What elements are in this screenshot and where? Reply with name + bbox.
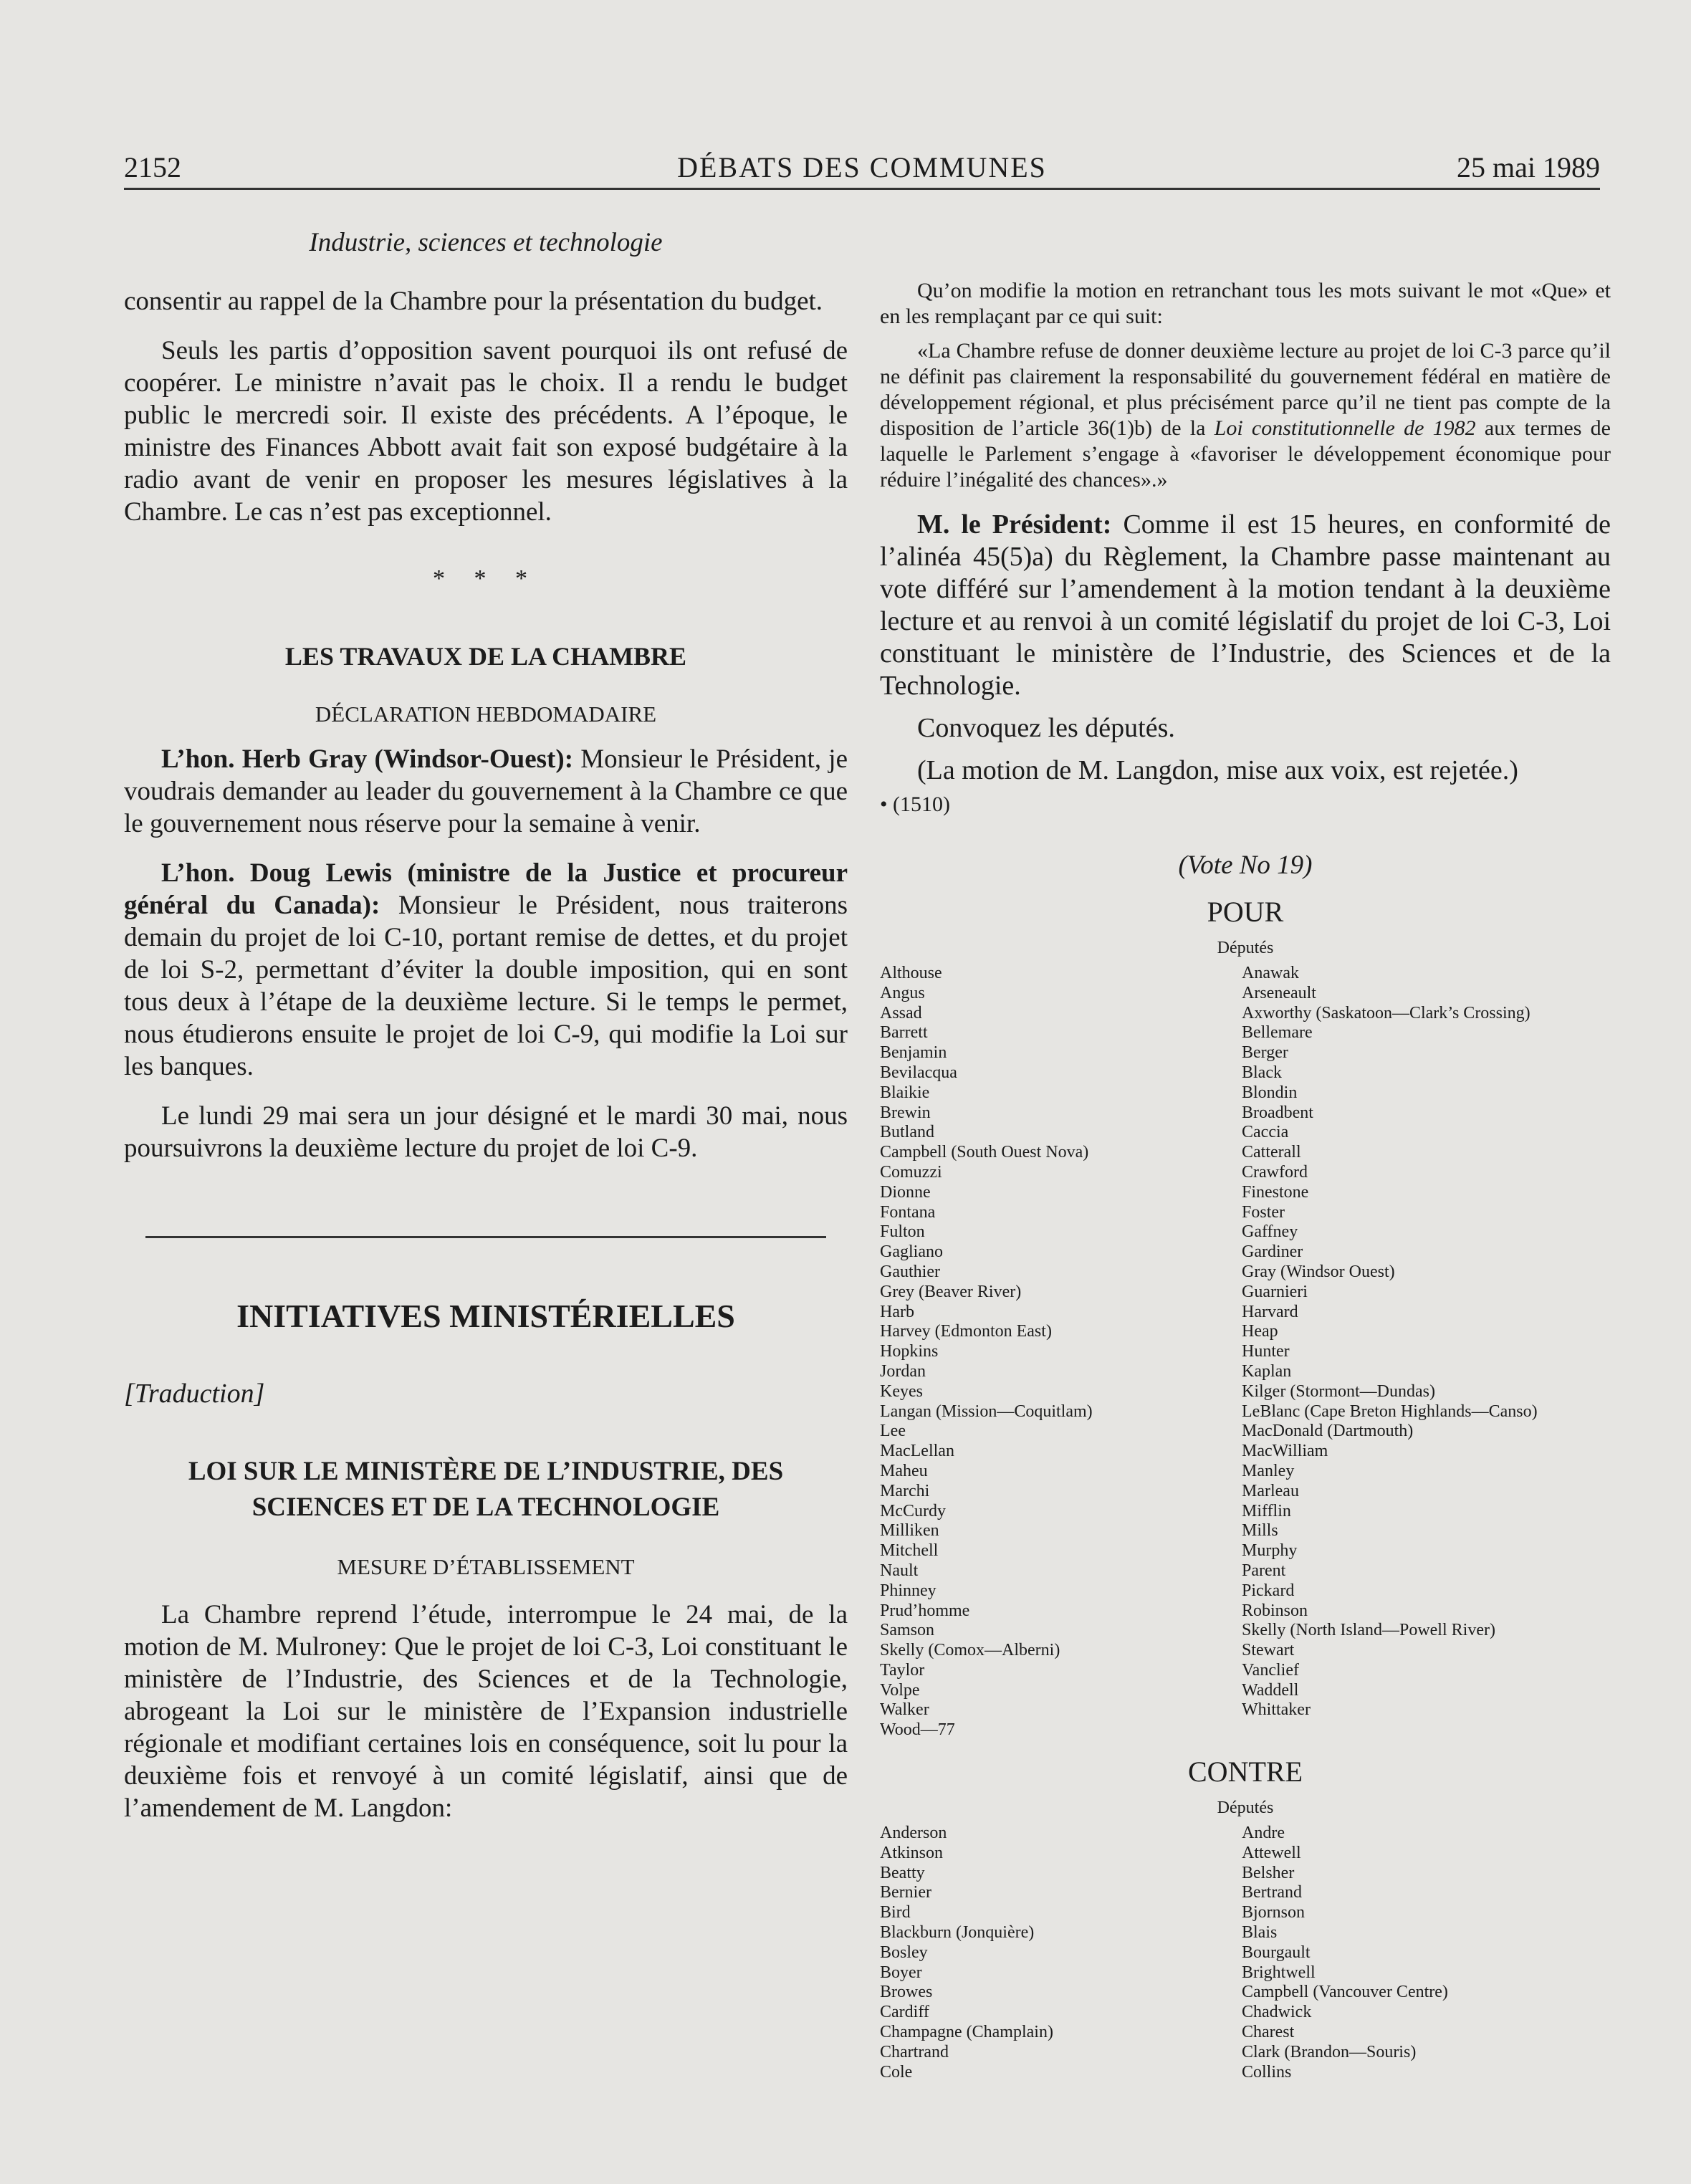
deputy-name: Walker (880, 1700, 929, 1720)
deputy-name: Stewart (1242, 1641, 1295, 1660)
speech-president (880, 509, 1611, 702)
deputy-name: Dionne (880, 1182, 931, 1202)
deputy-name: Fontana (880, 1202, 936, 1222)
amendment-intro: Qu’on modifie la motion en retranchant tous les mots suivant le mot «Que» et en les remplaçant par ce qui suit: (880, 279, 1611, 328)
deputy-name: MacDonald (Dartmouth) (1242, 1422, 1414, 1441)
pour-heading: POUR (1207, 896, 1284, 928)
deputy-name: Bjornson (1242, 1903, 1306, 1922)
deputy-name: Anawak (1242, 964, 1299, 982)
deputy-name: Caccia (1242, 1123, 1289, 1142)
bill-subtitle: MESURE D’ÉTABLISSEMENT (337, 1554, 635, 1579)
deputy-name: Skelly (North Island—Powell River) (1242, 1621, 1495, 1640)
traduction-label: [Traduction] (124, 1379, 265, 1409)
deputy-name: Berger (1242, 1043, 1288, 1063)
running-head: Industrie, sciences et technologie (309, 228, 663, 257)
deputy-name: Harvey (Edmonton East) (880, 1322, 1052, 1341)
deputy-name: Taylor (880, 1660, 925, 1680)
deputy-name: Bertrand (1242, 1883, 1302, 1902)
major-section-title: INITIATIVES MINISTÉRIELLES (236, 1298, 735, 1334)
deputy-name: Parent (1242, 1561, 1286, 1580)
deputy-name: Althouse (880, 964, 942, 982)
deputy-name: Volpe (880, 1680, 920, 1700)
deputy-name: MacWilliam (1242, 1442, 1328, 1461)
deputy-name: Manley (1242, 1461, 1295, 1480)
speaker-president: M. le Président: (917, 509, 1112, 540)
header-rule (124, 188, 1600, 190)
deputy-name: Murphy (1242, 1541, 1298, 1561)
deputy-name: Grey (Beaver River) (880, 1282, 1022, 1301)
deputy-name: Gray (Windsor Ouest) (1242, 1262, 1395, 1281)
deputy-name: Blais (1242, 1923, 1278, 1943)
amendment-quote-b: aux termes de laquelle le Parlement s’engage à «favoriser le développement économique pour réduire l’inégalité des chances».» (880, 416, 1611, 492)
speech-president-text: Comme il est 15 heures, en conformité de l’alinéa 45(5)a) du Règlement, la Chambre passe maintenant au vote différé sur l’amendement à la motion tendant à la deuxième lecture et au renvoi à un comité législatif du projet de loi C-3, Loi constituant le ministère de l’Industrie, des Sciences et de la Technologie. (880, 509, 1611, 701)
deputy-name: Campbell (Vancouver Centre) (1242, 1983, 1448, 2002)
page-header (124, 147, 1600, 191)
deputy-name: Benjamin (880, 1043, 947, 1063)
motion-result: (La motion de M. Langdon, mise aux voix, est rejetée.) (917, 755, 1518, 785)
deputy-name: Andre (1242, 1824, 1285, 1843)
amendment-quote-italic: Loi constitutionnelle de 1982 (1214, 416, 1476, 440)
section-title: LES TRAVAUX DE LA CHAMBRE (284, 642, 687, 671)
contre-list (880, 1824, 1611, 2082)
deputy-name: Blaikie (880, 1083, 930, 1102)
deputy-name: Chartrand (880, 2042, 949, 2061)
deputy-name: Foster (1242, 1202, 1285, 1222)
vote-title: (Vote No 19) (1178, 851, 1313, 880)
speech-lewis (124, 857, 848, 1083)
deputy-name: Bosley (880, 1943, 928, 1962)
deputy-name: Phinney (880, 1581, 936, 1600)
paragraph-consentir: consentir au rappel de la Chambre pour la présentation du budget. (124, 287, 823, 316)
deputy-name: Milliken (880, 1521, 939, 1541)
deputy-name: Hunter (1242, 1342, 1290, 1361)
bill-title: LOI SUR LE MINISTÈRE DE L’INDUSTRIE, DES SCIENCES ET DE LA TECHNOLOGIE (188, 1457, 784, 1522)
deputy-name: Champagne (Champlain) (880, 2023, 1053, 2042)
deputy-name: Bird (880, 1903, 911, 1922)
deputy-name: Comuzzi (880, 1162, 942, 1182)
deputy-name: Mills (1242, 1521, 1278, 1541)
speaker-gray: L’hon. Herb Gray (Windsor-Ouest): (161, 744, 574, 774)
deputy-name: Catterall (1242, 1143, 1301, 1162)
deputy-name: Lee (880, 1422, 906, 1441)
pour-deputes-label: Députés (1217, 939, 1274, 957)
deputy-name: Campbell (South Ouest Nova) (880, 1143, 1089, 1162)
deputy-name: Butland (880, 1123, 934, 1142)
speech-gray-text: Monsieur le Président, je voudrais demander au leader du gouvernement à la Chambre ce que le gouvernement nous réserve pour la semaine à venir. (124, 744, 848, 838)
deputy-name: Bourgault (1242, 1943, 1311, 1962)
deputy-name: MacLellan (880, 1442, 954, 1461)
deputy-name: Blackburn (Jonquière) (880, 1923, 1035, 1943)
deputy-name: Boyer (880, 1963, 922, 1982)
deputy-name: Belsher (1242, 1863, 1295, 1882)
deputy-name: Gagliano (880, 1242, 943, 1262)
deputy-name: Gauthier (880, 1262, 940, 1281)
deputy-name: Beatty (880, 1863, 925, 1882)
deputy-name: Jordan (880, 1361, 926, 1381)
deputy-name: Keyes (880, 1381, 923, 1401)
deputy-name: Attewell (1242, 1843, 1301, 1862)
deputy-name: Langan (Mission—Coquitlam) (880, 1402, 1093, 1421)
speaker-lewis: L’hon. Doug Lewis (ministre de la Justice et procureur général du Canada): (124, 858, 848, 920)
deputy-name: Marleau (1242, 1481, 1299, 1500)
deputy-name: Black (1242, 1063, 1282, 1082)
deputy-name: Fulton (880, 1222, 925, 1242)
deputy-name: McCurdy (880, 1501, 946, 1520)
deputy-name: Harb (880, 1302, 914, 1321)
deputy-name: Charest (1242, 2023, 1295, 2042)
deputy-name: Bernier (880, 1883, 931, 1902)
deputy-name: Bellemare (1242, 1023, 1313, 1043)
left-column (124, 222, 848, 1841)
deputy-name: Cardiff (880, 2003, 929, 2022)
divider-rule (145, 1236, 826, 1238)
contre-column-2 (1242, 1824, 1611, 2082)
deputy-name: Harvard (1242, 1302, 1298, 1321)
deputy-name: Clark (Brandon—Souris) (1242, 2042, 1417, 2061)
deputy-name: Bevilacqua (880, 1063, 957, 1082)
deputy-name: Atkinson (880, 1843, 944, 1862)
deputy-name: Whittaker (1242, 1700, 1311, 1720)
publication-date: 25 mai 1989 (1457, 151, 1600, 183)
deputy-name: Robinson (1242, 1601, 1308, 1620)
deputy-name: Brewin (880, 1103, 931, 1122)
contre-deputes-label: Députés (1217, 1799, 1274, 1818)
contre-heading: CONTRE (1188, 1756, 1303, 1788)
deputy-name: Broadbent (1242, 1103, 1313, 1122)
speech-lewis-text: Monsieur le Président, nous traiterons demain du projet de loi C-10, portant remise de dettes, et du projet de loi S-2, permettant d’éviter la double imposition, qui en sont tous deux à l’étape de la deuxième lecture. Si le temps le permet, nous étudierons ensuite le projet de loi C-9, qui modifie la Loi sur les banques. (124, 891, 848, 1081)
section-subtitle: DÉCLARATION HEBDOMADAIRE (315, 701, 657, 727)
deputy-name: Finestone (1242, 1182, 1309, 1202)
deputy-name: Collins (1242, 2062, 1292, 2082)
deputy-name: Arseneault (1242, 983, 1316, 1002)
deputy-name: Hopkins (880, 1342, 939, 1361)
publication-title: DÉBATS DES COMMUNES (677, 151, 1047, 183)
section-separator-stars: * * * (433, 565, 539, 592)
amendment-quote (880, 338, 1611, 493)
right-column (880, 278, 1611, 2097)
pour-column-1 (880, 964, 1242, 1740)
deputy-name: Mifflin (1242, 1501, 1291, 1520)
deputy-name: Gaffney (1242, 1222, 1298, 1242)
pour-list (880, 964, 1611, 1740)
deputy-name: LeBlanc (Cape Breton Highlands—Canso) (1242, 1402, 1538, 1421)
deputy-name: Mitchell (880, 1541, 939, 1561)
paragraph-reprend: La Chambre reprend l’étude, interrompue le 24 mai, de la motion de M. Mulroney: Que le projet de loi C-3, Loi constituant le ministère de l’Industrie, des Sciences et de la Technologie, abrogeant la Loi sur le ministère de l’Expansion industrielle régionale et modifiant certaines lois en conséquence, soit lu pour la deuxième fois et renvoyé à un comité législatif, ainsi que de l’amendement de M. Langdon: (124, 1600, 848, 1823)
convoquez-text: Convoquez les députés. (917, 713, 1175, 743)
pour-column-2 (1242, 964, 1611, 1740)
deputy-name: Marchi (880, 1481, 930, 1500)
deputy-name: Axworthy (Saskatoon—Clark’s Crossing) (1242, 1003, 1530, 1022)
deputy-name: Maheu (880, 1461, 928, 1480)
deputy-name: Brightwell (1242, 1963, 1316, 1982)
deputy-name: Guarnieri (1242, 1282, 1308, 1301)
deputy-name: Gardiner (1242, 1242, 1303, 1262)
deputy-name: Kilger (Stormont—Dundas) (1242, 1381, 1435, 1401)
contre-column-1 (880, 1824, 1242, 2082)
deputy-name: Skelly (Comox—Alberni) (880, 1641, 1060, 1660)
deputy-name: Blondin (1242, 1083, 1298, 1102)
speech-gray (124, 743, 848, 840)
deputy-name: Nault (880, 1561, 919, 1580)
deputy-name: Cole (880, 2062, 913, 2082)
deputy-name: Heap (1242, 1322, 1278, 1341)
deputy-name: Barrett (880, 1023, 928, 1043)
deputy-name: Wood—77 (880, 1720, 955, 1740)
deputy-name: Angus (880, 983, 925, 1002)
deputy-name: Chadwick (1242, 2003, 1312, 2022)
deputy-name: Crawford (1242, 1162, 1308, 1182)
page-number: 2152 (124, 151, 181, 183)
deputy-name: Browes (880, 1983, 933, 2002)
deputy-name: Vanclief (1242, 1660, 1299, 1680)
paragraph-opposition: Seuls les partis d’opposition savent pourquoi ils ont refusé de coopérer. Le ministre n’avait pas le choix. Il a rendu le budget public le mercredi soir. Il existe des précédents. A l’époque, le ministre des Finances Abbott avait fait son exposé budgétaire à la radio avant de venir en proposer les mesures législatives à la Chambre. Le cas n’est pas exceptionnel. (124, 336, 848, 527)
deputy-name: Pickard (1242, 1581, 1295, 1600)
deputy-name: Kaplan (1242, 1361, 1292, 1381)
deputy-name: Anderson (880, 1824, 947, 1843)
deputy-name: Prud’homme (880, 1601, 970, 1620)
amendment-quote-a: «La Chambre refuse de donner deuxième lecture au projet de loi C-3 parce qu’il ne définit pas clairement la responsabilité du gouvernement fédéral en matière de développement régional, et plus précisément parce qu’il ne tient pas compte de la disposition de l’article 36(1)b) de la (880, 339, 1611, 440)
deputy-name: Waddell (1242, 1680, 1299, 1700)
deputy-name: Samson (880, 1621, 935, 1640)
deputy-name: Assad (880, 1003, 922, 1022)
time-marker: • (1510) (880, 792, 950, 816)
paragraph-lundi: Le lundi 29 mai sera un jour désigné et le mardi 30 mai, nous poursuivrons la deuxième lecture du projet de loi C-9. (124, 1101, 848, 1163)
